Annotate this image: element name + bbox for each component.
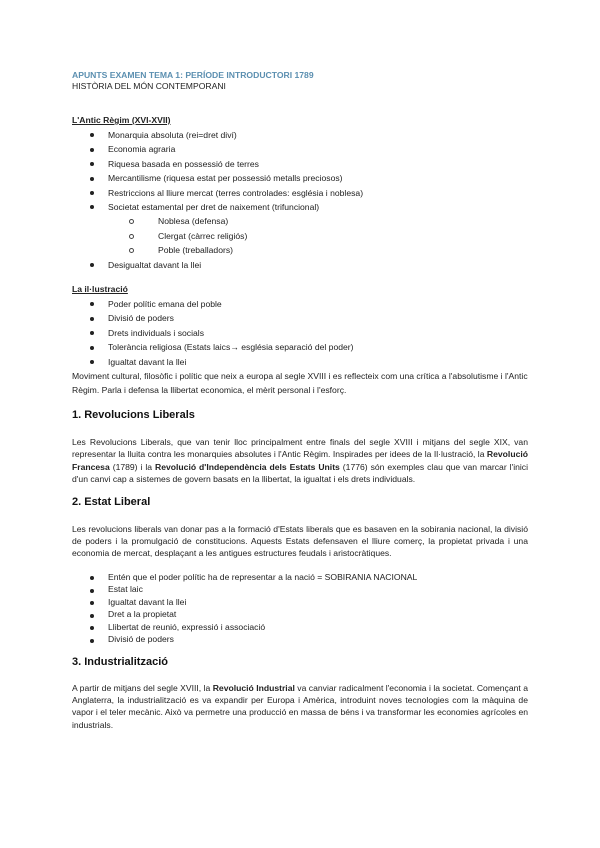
list-item: Drets individuals i socials <box>72 326 528 340</box>
list-item: Igualtat davant la llei <box>72 355 528 369</box>
list-item: Estat laic <box>72 583 528 596</box>
document-subtitle: HISTÒRIA DEL MÓN CONTEMPORANI <box>72 81 226 91</box>
sub-list-item: Noblesa (defensa) <box>72 214 528 228</box>
list-item: Llibertat de reunió, expressió i associació <box>72 621 528 634</box>
section-heading-industrialitzacio: 3. Industrialització <box>72 656 168 669</box>
sub-list-item: Poble (treballadors) <box>72 243 528 257</box>
section-heading-estat-liberal: 2. Estat Liberal <box>72 495 151 508</box>
list-item: Monarquia absoluta (rei=dret diví) <box>72 128 528 142</box>
estat-liberal-paragraph: Les revolucions liberals van donar pas a la formació d'Estats liberals que es basaven en la sobirania nacional, la divisió de poders i la promulgació de constitucions. Aquests Estats defensaven el lliure comerç, la propietat privada i una economia de mercat, desplaçant a les antigues estructures feudals i aristocràtiques. <box>72 523 528 559</box>
list-item: Societat estamental per dret de naixement (trifuncional) <box>72 200 528 214</box>
list-item: Restriccions al lliure mercat (terres controlades: església i noblesa) <box>72 186 528 200</box>
list-item: Divisió de poders <box>72 311 528 325</box>
text-run: va canviar radicalment l'economia i la societat. Començant a Anglaterra, la industrialització es va expandir per Europa i Amèrica, introduint noves tecnologies com la màquina de vapor i el teler mecànic. Això va permetre una producció en massa de béns i va transformar les economies agrícoles en industrials. <box>72 683 528 730</box>
text-run: A partir de mitjans del segle XVIII, la <box>72 683 213 694</box>
section-heading-revolucions: 1. Revolucions Liberals <box>72 409 195 422</box>
illustracio-list <box>72 297 528 369</box>
estaments-sublist <box>72 214 528 257</box>
sub-list-item: Clergat (càrrec religiós) <box>72 229 528 243</box>
bold-term: Revolució d'Independència dels Estats Units <box>155 461 340 472</box>
illustracio-heading: La il·lustració <box>72 284 128 295</box>
text-run: (1776) són exemples clau que van marcar l'inici d'un canvi cap a sistemes de govern basats en la llibertat, la igualtat i els drets individuals. <box>72 461 528 484</box>
illustracio-paragraph: Moviment cultural, filosòfic i polític que neix a europa al segle XVIII i es reflecteix com una crítica a l'absolutisme i l'Antic Règim. Parla i defensa la llibertat economica, el mèrit personal i l'esforç. <box>72 371 528 396</box>
bold-term: Revolució Industrial <box>212 683 295 694</box>
document-page <box>72 70 528 731</box>
list-item: Riquesa basada en possessió de terres <box>72 157 528 171</box>
list-item: Dret a la propietat <box>72 608 528 621</box>
text-run: Les Revolucions Liberals, que van tenir lloc principalment entre finals del segle XVIII i mitjans del segle XIX, van representar la lluita contra les monarquies absolutes i l'Antic Règim. Inspirades per idees de la Il·lustració, la <box>72 437 528 460</box>
list-item: Desigualtat davant la llei <box>72 258 528 272</box>
list-item: Divisió de poders <box>72 633 528 646</box>
antic-regim-list-end <box>72 258 528 272</box>
list-item: Mercantilisme (riquesa estat per possessió metalls preciosos) <box>72 171 528 185</box>
list-item: Igualtat davant la llei <box>72 596 528 609</box>
industrialitzacio-paragraph <box>72 682 528 731</box>
antic-regim-heading: L'Antic Règim (XVI-XVII) <box>72 115 171 125</box>
text-run: (1789) i la <box>109 461 156 472</box>
revolucions-paragraph <box>72 436 528 485</box>
list-item: Poder polític emana del poble <box>72 297 528 311</box>
estat-liberal-list <box>72 571 528 647</box>
antic-regim-list <box>72 128 528 214</box>
bold-term: Revolució Francesa <box>72 449 528 472</box>
list-item: Economia agraria <box>72 142 528 156</box>
list-item: Entén que el poder polític ha de representar a la nació = SOBIRANIA NACIONAL <box>72 571 528 584</box>
document-title: APUNTS EXAMEN TEMA 1: PERÍODE INTRODUCTORI 1789 <box>72 70 314 80</box>
list-item: Tolerància religiosa (Estats laics→ església separació del poder) <box>72 340 528 354</box>
